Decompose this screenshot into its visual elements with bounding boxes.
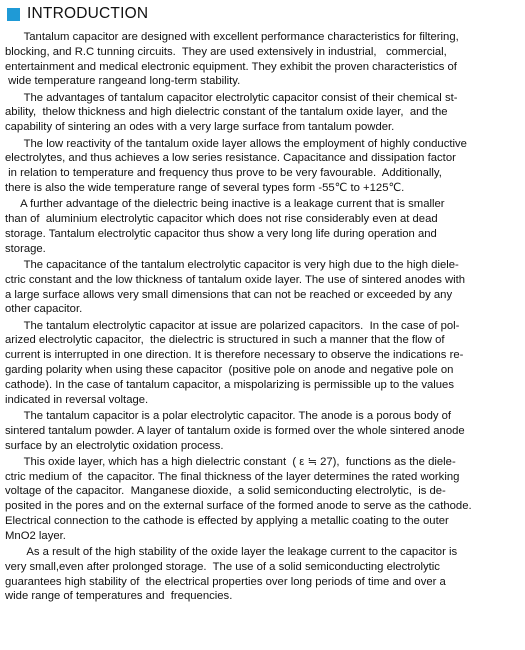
text-line: blocking, and R.C tunning circuits. They are used extensively in industrial, commercial, (5, 45, 447, 58)
text-line: posited in the pores and on the external surface of the formed anode to serve as the cathode. (5, 500, 472, 513)
section-title: INTRODUCTION (27, 5, 149, 22)
paragraph (5, 30, 518, 89)
text-line: wide temperature rangeand long-term stability. (5, 75, 241, 88)
text-line: The low reactivity of the tantalum oxide layer allows the employment of highly conductive (5, 137, 467, 150)
text-line: The advantages of tantalum capacitor electrolytic capacitor consist of their chemical st- (5, 91, 458, 104)
text-line: The tantalum electrolytic capacitor at issue are polarized capacitors. In the case of pol- (5, 319, 460, 332)
text-line: Electrical connection to the cathode is effected by applying a metallic coating to the outer (5, 515, 449, 527)
text-line: current is interrupted in one direction. It is therefore necessary to observe the indications re- (5, 349, 464, 362)
paragraph (5, 455, 518, 544)
text-line: ctric medium of the capacitor. The final thickness of the layer determines the rated working (5, 470, 460, 483)
text-line: The capacitance of the tantalum electrolytic capacitor is very high due to the high diele- (5, 258, 459, 271)
paragraph (5, 137, 518, 196)
text-line: indicated in reversal voltage. (5, 393, 149, 406)
text-line: guarantees high stability of the electrical properties over long periods of time and over a (5, 575, 446, 588)
text-line: entertainment and medical electronic equipment. They exhibit the proven characteristics of (5, 60, 457, 73)
text-line: in relation to temperature and frequency thus prove to be very favourable. Additionally, (5, 167, 442, 180)
paragraph (5, 409, 518, 453)
text-line: This oxide layer, which has a high dielectric constant ( ε ≒ 27), functions as the diele- (5, 455, 456, 468)
text-line: garding polarity when using these capacitor (positive pole on anode and negative pole on (5, 364, 454, 377)
paragraph (5, 545, 518, 604)
text-line: Tantalum capacitor are designed with excellent performance characteristics for filtering, (5, 31, 459, 43)
text-line: surface by an electrolytic oxidation process. (5, 439, 224, 452)
text-line: arized electrolytic capacitor, the dielectric is structured in such a manner that the flow of (5, 334, 445, 347)
text-line: very small,even after prolonged storage. The use of a solid semiconducting electrolytic (5, 560, 440, 573)
text-line: MnO2 layer. (5, 529, 66, 542)
paragraph (5, 91, 518, 135)
document-body (5, 30, 518, 606)
text-line: sintered tantalum powder. A layer of tantalum oxide is formed over the whole sintered anode (5, 424, 465, 437)
text-line: other capacitor. (5, 303, 83, 316)
text-line: than of aluminium electrolytic capacitor which does not rise considerably even at dead (5, 213, 438, 226)
text-line: A further advantage of the dielectric being inactive is a leakage current that is smaller (5, 198, 445, 211)
text-line: voltage of the capacitor. Manganese dioxide, a solid semiconducting electrolytic, is de- (5, 485, 446, 498)
text-line: wide range of temperatures and frequencies. (5, 590, 233, 603)
text-line: storage. Tantalum electrolytic capacitor thus show a very long life during operation and (5, 227, 437, 240)
text-line: there is also the wide temperature range of several types form -55℃ to +125℃. (5, 181, 405, 194)
text-line: cathode). In the case of tantalum capacitor, a mispolarizing is permissible up to the values (5, 378, 454, 391)
text-line: ability, thelow thickness and high dielectric constant of the tantalum oxide layer, and the (5, 106, 448, 119)
text-line: storage. (5, 242, 46, 255)
text-line: The tantalum capacitor is a polar electrolytic capacitor. The anode is a porous body of (5, 409, 452, 422)
heading-marker-square (7, 8, 20, 21)
text-line: a large surface allows very small dimensions that can not be reached or exceeded by any (5, 288, 453, 301)
paragraph (5, 319, 518, 408)
paragraph (5, 258, 518, 317)
text-line: ctric constant and the low thickness of tantalum oxide layer. The use of sintered anodes with (5, 273, 466, 286)
section-heading (7, 4, 148, 24)
text-line: capability of sintering an odes with a very large surface from tantalum powder. (5, 121, 395, 134)
text-line: As a result of the high stability of the oxide layer the leakage current to the capacitor is (5, 546, 458, 559)
paragraph (5, 197, 518, 256)
text-line: electrolytes, and thus achieves a low series resistance. Capacitance and dissipation factor (5, 152, 456, 165)
